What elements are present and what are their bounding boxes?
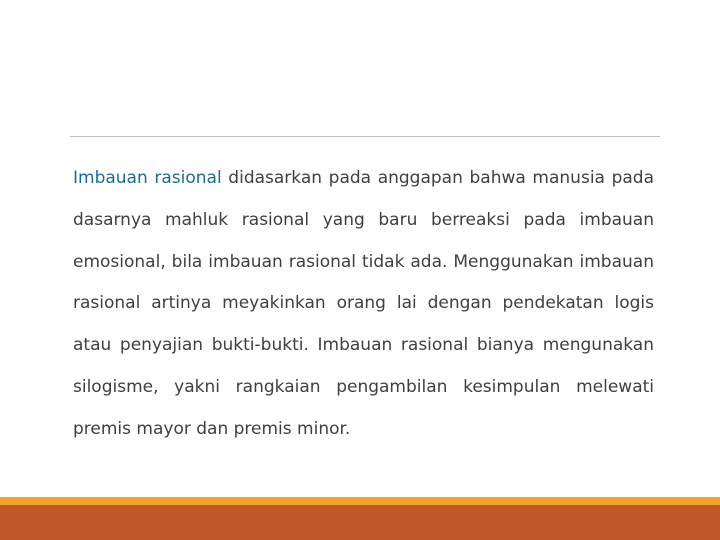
- highlighted-term: Imbauan rasional: [73, 168, 222, 188]
- footer-bar: [0, 505, 720, 540]
- footer-accent-bar: [0, 497, 720, 505]
- divider-line: [70, 136, 660, 137]
- body-paragraph: [73, 158, 654, 451]
- paragraph-text: didasarkan pada anggapan bahwa manusia pada dasarnya mahluk rasional yang baru berreaksi pada imbauan emosional, bila imbauan rasional tidak ada. Menggunakan imbauan rasional artinya meyakinkan orang lai dengan pendekatan logis atau penyajian bukti-bukti. Imbauan rasional bianya mengunakan silogisme, yakni rangkaian pengambilan kesimpulan melewati premis mayor dan premis minor.: [73, 168, 654, 439]
